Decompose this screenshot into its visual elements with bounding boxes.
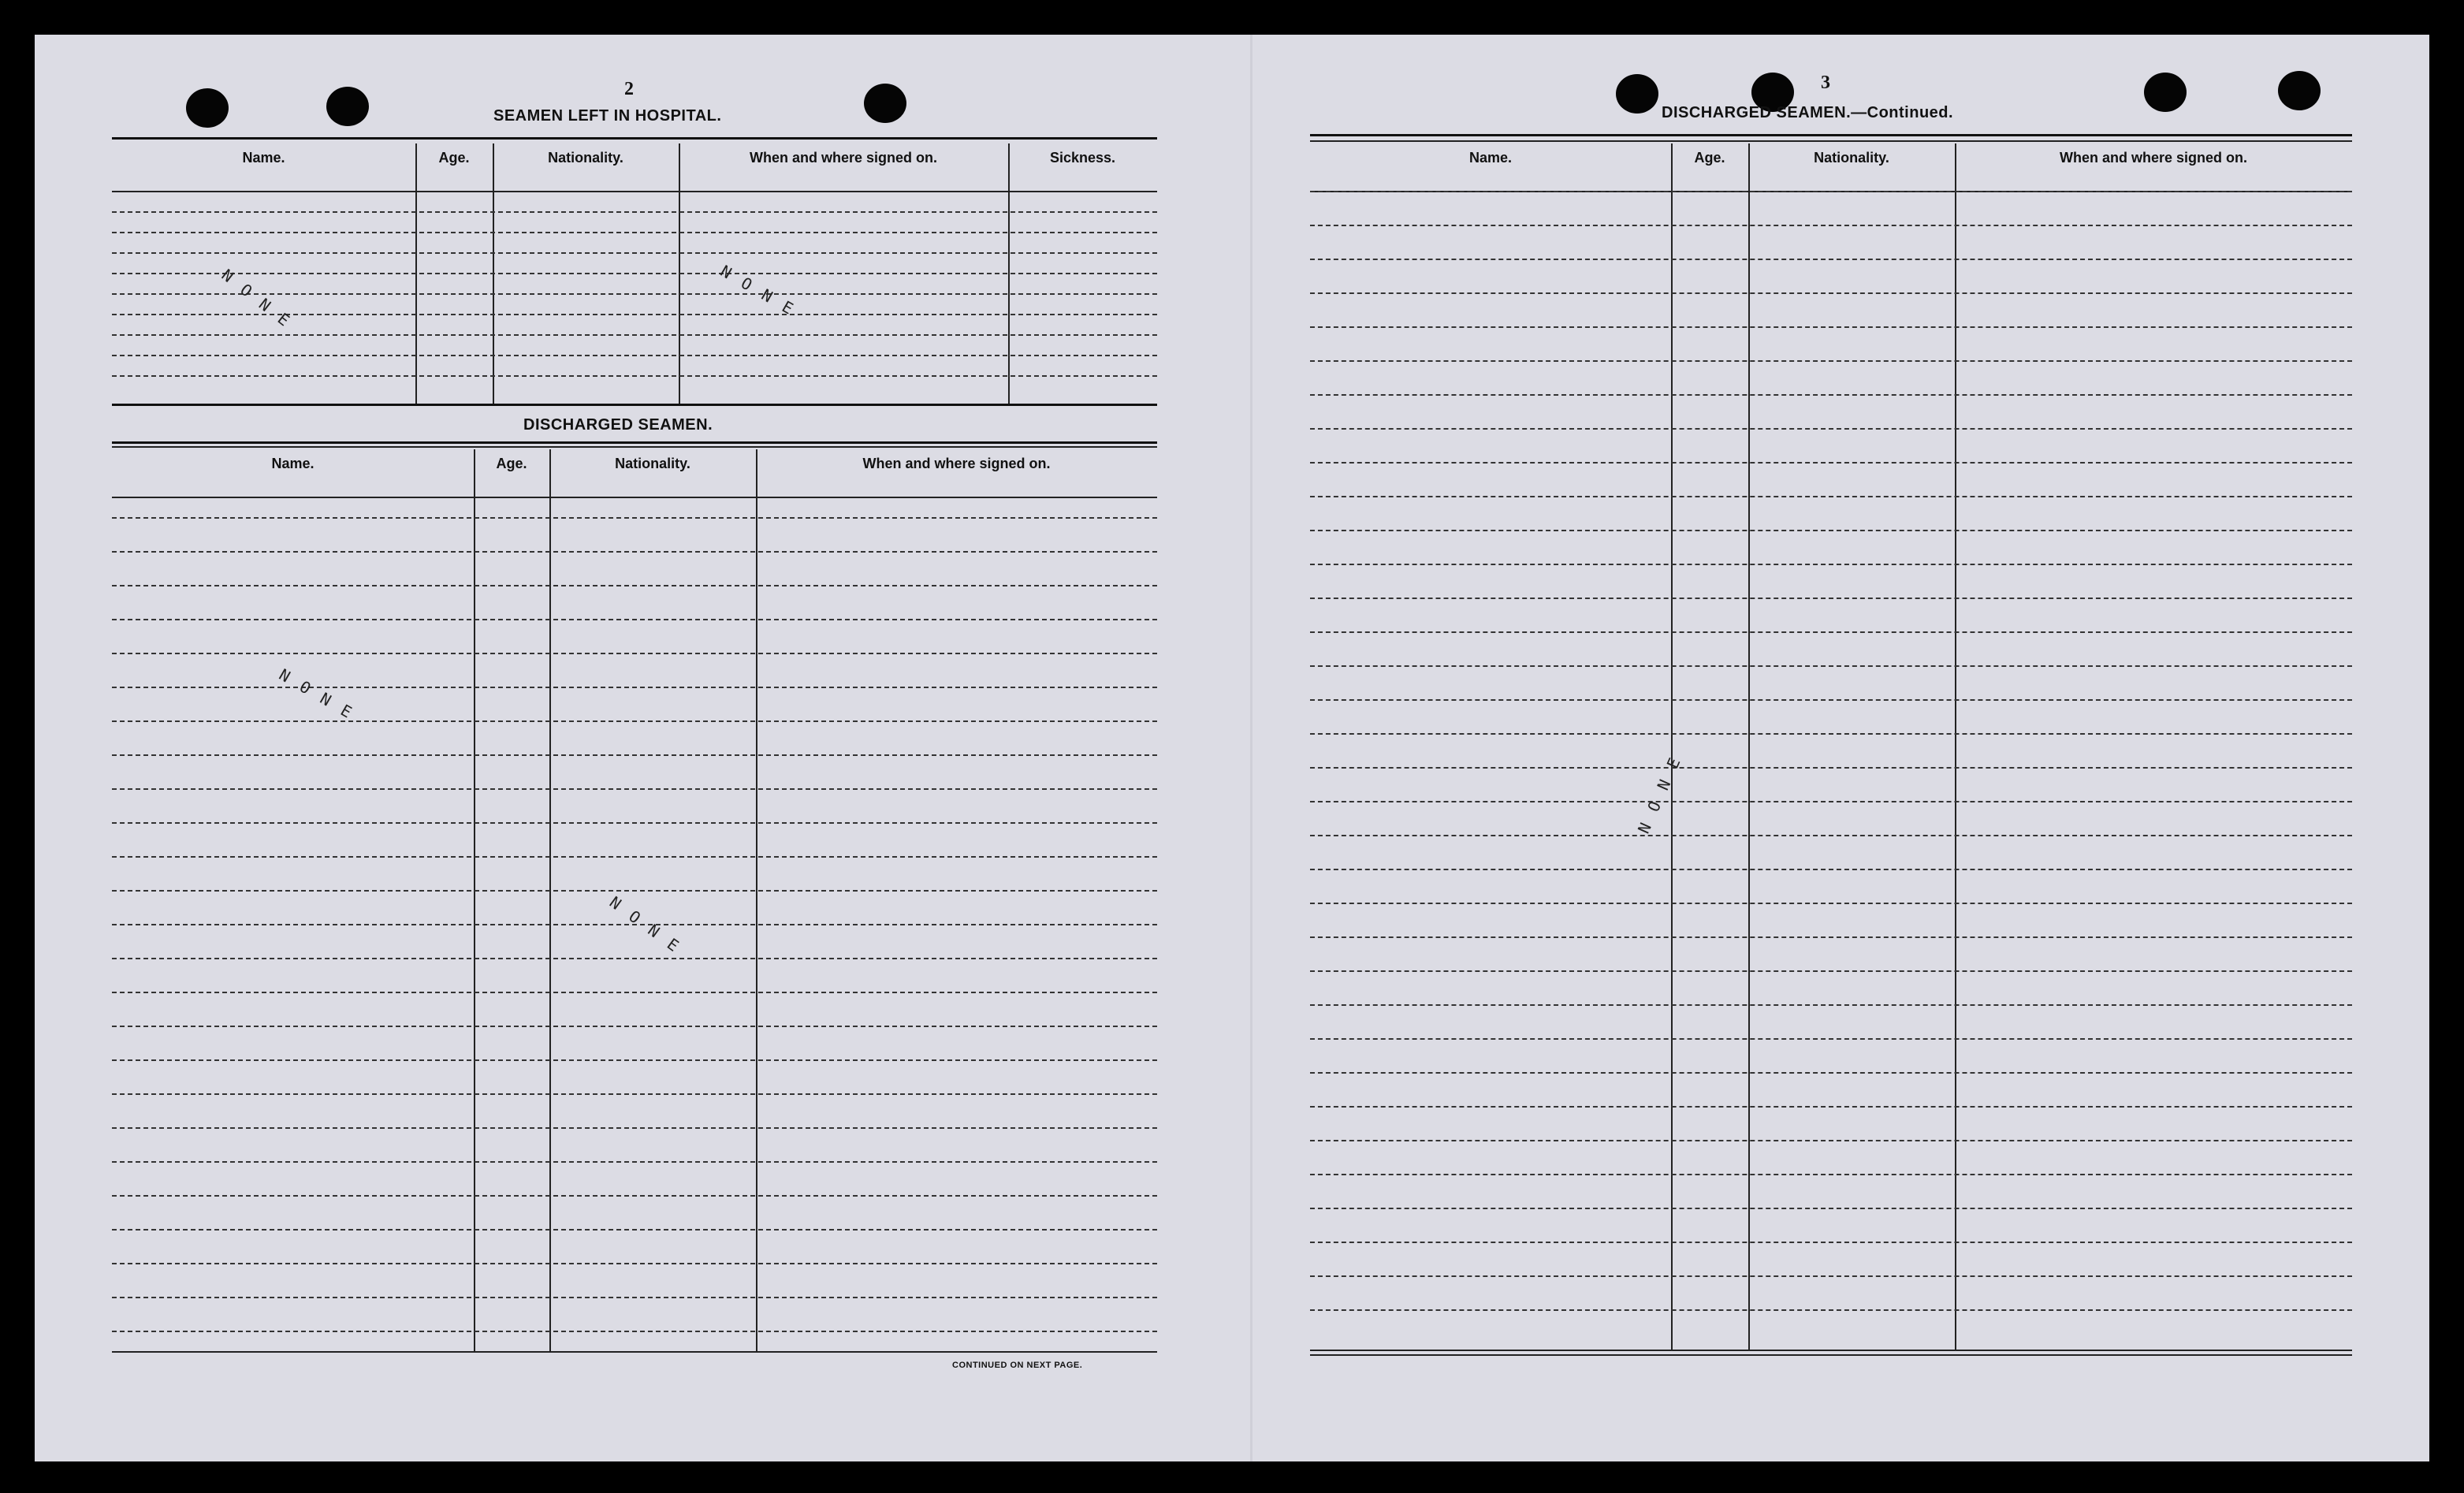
table-row (1310, 767, 2352, 769)
table-row (1310, 496, 2352, 497)
table-row (112, 1161, 1157, 1163)
table-row (1310, 665, 2352, 667)
table-row (1310, 1072, 2352, 1074)
table-row (112, 1195, 1157, 1197)
section-rule (1310, 1354, 2352, 1356)
table-row (112, 1331, 1157, 1332)
column-divider (1955, 143, 1956, 1350)
none-stamp: NONE (218, 265, 305, 339)
table-row (1310, 801, 2352, 802)
column-header-sickness: Sickness. (1049, 150, 1116, 166)
punch-hole (2278, 71, 2321, 110)
section-rule (1310, 134, 2352, 136)
table-row (1310, 869, 2352, 870)
table-row (112, 551, 1157, 553)
punch-hole (864, 84, 906, 123)
none-stamp: NONE (276, 665, 368, 729)
table-row (112, 687, 1157, 688)
none-stamp: NONE (717, 261, 810, 326)
discharged-section-title: DISCHARGED SEAMEN. (523, 416, 713, 434)
table-row (1310, 1106, 2352, 1108)
table-row (1310, 970, 2352, 972)
table-row (112, 754, 1157, 756)
table-row (1310, 1275, 2352, 1277)
continued-note: CONTINUED ON NEXT PAGE. (952, 1361, 1083, 1370)
table-row (112, 958, 1157, 959)
column-header-age: Age. (1694, 150, 1725, 166)
table-row (1310, 1208, 2352, 1209)
column-header-nationality: Nationality. (1814, 150, 1889, 166)
table-row (112, 334, 1157, 336)
page-fold (1250, 35, 1252, 1461)
section-rule (112, 1351, 1157, 1353)
punch-hole (2144, 73, 2187, 112)
table-row (1310, 394, 2352, 396)
table-row (1310, 225, 2352, 226)
section-rule (1310, 140, 2352, 142)
discharged-continued-title: DISCHARGED SEAMEN.—Continued. (1662, 104, 1954, 121)
table-row (1310, 631, 2352, 633)
table-row (112, 273, 1157, 274)
discharged-continued-table (1310, 143, 2352, 1350)
punch-hole (326, 87, 369, 126)
table-row (1310, 530, 2352, 531)
table-header (1310, 143, 2352, 192)
table-row (112, 1229, 1157, 1231)
table-row (1310, 835, 2352, 836)
section-rule (112, 446, 1157, 448)
punch-hole (186, 88, 229, 128)
column-header-age: Age. (496, 456, 527, 471)
table-row (1310, 936, 2352, 938)
table-row (112, 585, 1157, 586)
section-rule (112, 137, 1157, 140)
column-divider (1748, 143, 1750, 1350)
table-row (112, 517, 1157, 519)
table-row (112, 992, 1157, 993)
table-row (112, 1059, 1157, 1061)
page-number: 3 (1821, 73, 1830, 93)
table-row (112, 788, 1157, 790)
table-row (112, 375, 1157, 377)
none-stamp: NONE (605, 892, 694, 964)
table-row (1310, 1004, 2352, 1006)
column-header-nationality: Nationality. (548, 150, 623, 166)
page-number: 2 (624, 79, 634, 99)
section-rule (112, 441, 1157, 444)
table-row (1310, 259, 2352, 260)
table-row (1310, 733, 2352, 735)
column-header-name: Name. (1468, 150, 1513, 166)
table-row (112, 822, 1157, 824)
table-row (1310, 699, 2352, 701)
table-row (112, 1263, 1157, 1264)
table-row (112, 211, 1157, 213)
table-row (112, 890, 1157, 892)
section-rule (1310, 1350, 2352, 1351)
table-row (112, 1026, 1157, 1027)
table-row (1310, 326, 2352, 328)
table-row (1310, 1140, 2352, 1141)
hospital-section-title: SEAMEN LEFT IN HOSPITAL. (493, 107, 722, 125)
table-row (112, 619, 1157, 620)
column-header-signed-on: When and where signed on. (2059, 150, 2248, 166)
table-row (1310, 1242, 2352, 1243)
table-row (112, 232, 1157, 233)
column-header-signed-on: When and where signed on. (749, 150, 938, 166)
table-row (112, 653, 1157, 654)
table-row (1310, 428, 2352, 430)
none-stamp: NONE (1634, 742, 1690, 836)
table-row (1310, 598, 2352, 599)
table-header (112, 449, 1157, 498)
discharged-table (112, 449, 1157, 1351)
punch-hole (1616, 74, 1658, 114)
table-row (1310, 1309, 2352, 1311)
column-header-name: Name. (271, 456, 315, 471)
table-row (1310, 1174, 2352, 1175)
table-row (1310, 191, 2352, 192)
table-row (1310, 1038, 2352, 1040)
table-row (112, 355, 1157, 356)
table-row (112, 293, 1157, 295)
column-header-nationality: Nationality. (615, 456, 690, 471)
section-rule (112, 404, 1157, 406)
table-row (1310, 564, 2352, 565)
column-header-age: Age. (438, 150, 470, 166)
column-header-name: Name. (242, 150, 285, 166)
table-row (112, 1093, 1157, 1095)
table-row (112, 252, 1157, 254)
table-row (112, 1297, 1157, 1298)
table-row (1310, 292, 2352, 294)
table-row (1310, 360, 2352, 362)
table-row (112, 720, 1157, 722)
column-header-signed-on: When and where signed on. (862, 456, 1051, 471)
table-row (1310, 462, 2352, 464)
table-header (112, 143, 1157, 192)
table-row (1310, 903, 2352, 904)
table-row (112, 1127, 1157, 1129)
hospital-table (112, 143, 1157, 404)
table-row (112, 856, 1157, 858)
